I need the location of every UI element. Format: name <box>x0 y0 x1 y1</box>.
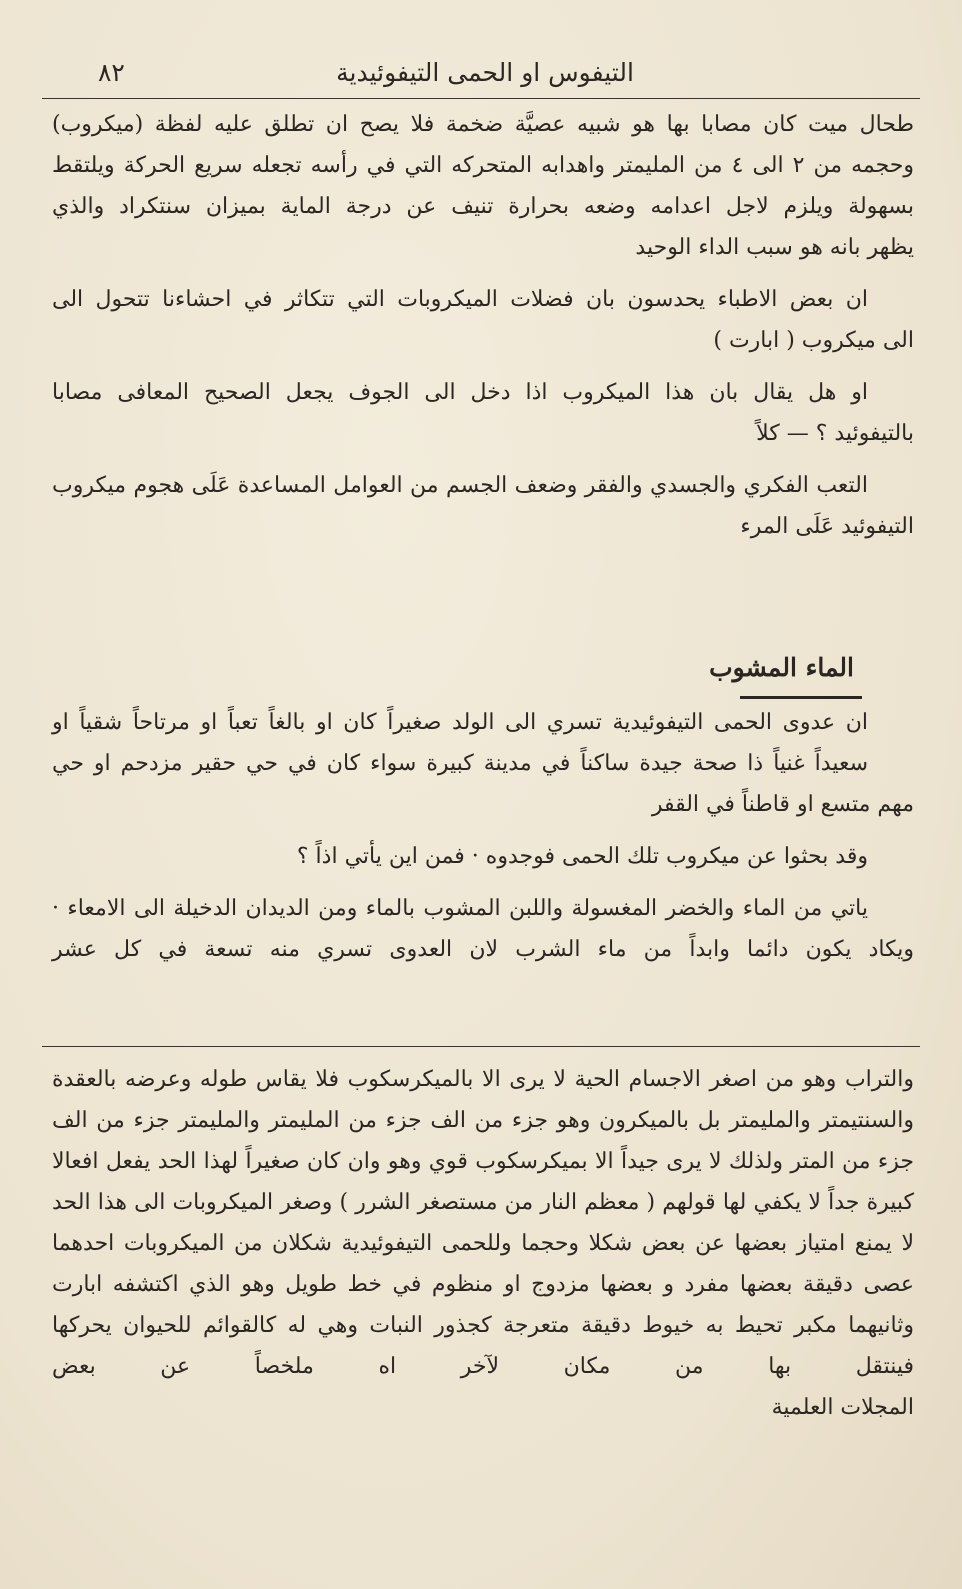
running-title: التيفوس او الحمى التيفوئيدية <box>336 58 634 87</box>
paragraph: والتراب وهو من اصغر الاجسام الحية لا يرى الا بالميكرسكوب فلا يقاس طوله وعرضه بالعقدة والسنتيمتر والمليمتر بل بالميكرون وهو جزء من الف جزء من المليمتر والمليمتر جزء من الف جزء من المتر ولذلك لا يرى جيداً الا بميكرسكوب قوي وهو وان كان صغيراً لهذا الحد يفعل افعالا كبيرة جداً لا يكفي لها قولهم ( معظم النار من مستصغر الشرر ) وصغر الميكروبات الى هذا الحد لا يمنع امتياز بعضها عن بعض شكلا وحجما وللحمى التيفوئيدية شكلان من الميكروبات احدهما عصى دقيقة بعضها مفرد و بعضها مزدوج او منظوم في خط طويل وهو الذي اكتشفه ابارت وثانيهما مكبر تحيط به خيوط دقيقة متعرجة كجذور النبات وهي له كالقوائم للحيوان يحركها فينتقل بها من مكان لآخر اه ملخصاً عن بعض <box>52 1067 914 1379</box>
section-heading: الماء المشوب <box>709 653 854 682</box>
header-rule <box>42 98 920 99</box>
page-number: ٨٢ <box>98 58 125 87</box>
paragraph: ان بعض الاطباء يحدسون بان فضلات الميكروبات التي تتكاثر في احشاءنا تتحول الى <box>52 287 868 312</box>
paragraph: او هل يقال بان هذا الميكروب اذا دخل الى الجوف يجعل الصحيح المعافى مصابا <box>52 380 868 405</box>
paragraph: مهم متسع او قاطناً في القفر <box>651 792 914 817</box>
heading-underline <box>740 696 862 699</box>
body-text-top <box>52 104 914 558</box>
paragraph: الى ميكروب ( ابارت ) <box>713 328 914 353</box>
footnote-text <box>52 1059 914 1439</box>
paragraph: ويكاد يكون دائما وابداً من ماء الشرب لان العدوى تسري منه تسعة في كل عشر <box>52 937 914 962</box>
paragraph: بالتيفوئيد ؟ — كلاً <box>756 421 914 446</box>
page-header <box>58 50 912 94</box>
paragraph: المجلات العلمية <box>771 1395 914 1420</box>
paragraph: طحال ميت كان مصابا بها هو شبيه عصيَّة ضخمة فلا يصح ان تطلق عليه لفظة (ميكروب) وحجمه من ٢ الى ٤ من المليمتر واهدابه المتحركه التي في رأسه تجعله سريع الحركة ويلتقط بسهولة ويلزم لاجل اعدامه وضعه بحرارة تنيف عن درجة الماية بميزان سنتكراد والذي <box>52 112 915 219</box>
paragraph: التعب الفكري والجسدي والفقر وضعف الجسم من العوامل المساعدة عَلَى هجوم ميكروب <box>52 473 869 498</box>
footnote-rule <box>42 1046 920 1047</box>
paragraph: وقد بحثوا عن ميكروب تلك الحمى فوجدوه · فمن اين يأتي اذاً ؟ <box>296 844 868 869</box>
body-text-section <box>52 702 914 981</box>
paragraph: ان عدوى الحمى التيفوئيدية تسري الى الولد صغيراً كان او بالغاً تعباً او مرتاحاً شقياً او سعيداً غنياً ذا صحة جيدة ساكناً في مدينة كبيرة سواء كان في حي حقير مزدحم او حي <box>52 710 868 776</box>
paragraph: التيفوئيد عَلَى المرء <box>740 514 914 539</box>
paragraph: يظهر بانه هو سبب الداء الوحيد <box>635 235 914 260</box>
paragraph: ياتي من الماء والخضر المغسولة واللبن المشوب بالماء ومن الديدان الدخيلة الى الامعاء · <box>52 896 868 921</box>
